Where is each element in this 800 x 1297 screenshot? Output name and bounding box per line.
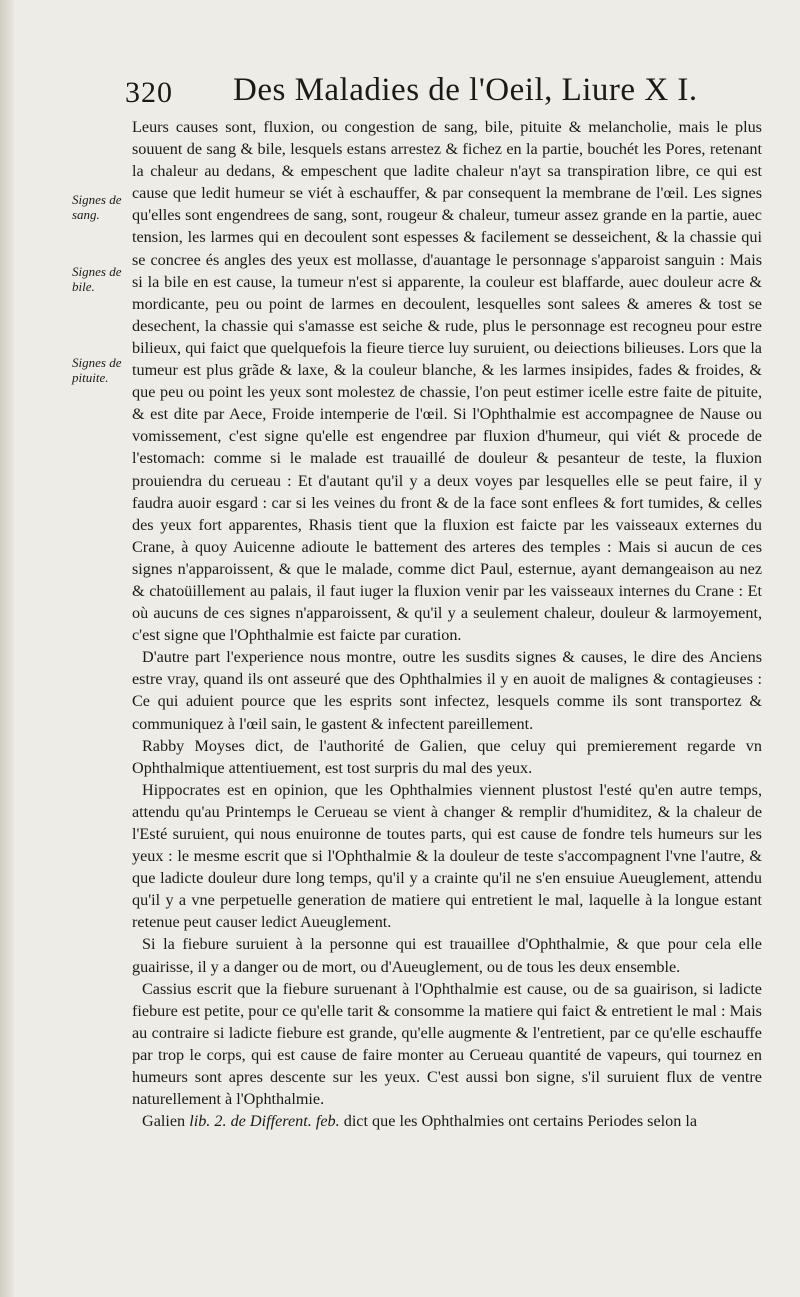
paragraph-rabby-moyses: Rabby Moyses dict, de l'authorité de Galien, que celuy qui premierement regarde vn Ophthalmique attentiuement, est tost surpris du mal des yeux.: [132, 736, 762, 777]
paragraph-galien: [132, 1110, 762, 1132]
main-text: [132, 116, 762, 1132]
paragraph-contagion: D'autre part l'experience nous montre, outre les susdits signes & causes, le dire des Anciens estre vray, quand ils ont asseuré que des Ophthalmies il y en auoit de malignes & contagieuses : Ce qui aduient pource que les esprits sont infectez, lesquels comme ils sont transportez & communiquez à l'œil sain, le gastent & infectent pareillement.: [132, 648, 762, 733]
paragraph-hippocrates: Hippocrates est en opinion, que les Ophthalmies viennent plustost l'esté qu'en autre temps, attendu qu'au Printemps le Cerueau se vient à changer & remplir d'humiditez, & la chaleur de l'Esté suruient, qui nous enuironne de toutes parts, qui est cause de fondre tels humeurs sur les yeux : le mesme escrit que si l'Ophthalmie & la douleur de teste s'accompagnent l'vne l'autre, & que ladicte douleur dure long temps, qu'il y a crainte qu'il ne s'en ensuiue Aueuglement, attendu qu'il y a vne perpetuelle generation de matiere qui entretient le mal, laquelle à la longue estant retenue peut causer ledict Aueuglement.: [132, 780, 762, 932]
running-title: Des Maladies de l'Oeil, Liure X I.: [233, 72, 698, 108]
running-head: [125, 70, 745, 110]
paragraph-cassius: Cassius escrit que la fiebure suruenant à l'Ophthalmie est cause, ou de sa guairison, si ladicte fiebure est petite, pour ce qu'elle tarit & consomme la matiere qui faict & entretient le mal : Mais au contraire si ladicte fiebure est grande, qu'elle augmente & l'entretient, par ce qu'elle eschauffe par trop le corps, qui est cause de faire monter au Cerueau quantité de vapeurs, qui tournez en humeurs sont apres descente sur les yeux. C'est aussi bon signe, s'il suruient flux de ventre naturellement à l'Ophthalmie.: [132, 979, 762, 1109]
galien-citation: lib. 2. de Different. feb.: [189, 1112, 340, 1131]
page-edge: [0, 0, 14, 1297]
galien-start: Galien: [142, 1112, 190, 1131]
margin-note-bile: Signes de bile.: [72, 264, 122, 294]
galien-end: dict que les Ophthalmies ont certains Periodes selon la: [339, 1112, 698, 1131]
margin-note-sang: Signes de sang.: [72, 192, 122, 222]
margin-note-pituite: Signes de pituite.: [72, 355, 122, 385]
paragraph-causes: Leurs causes sont, fluxion, ou congestion de sang, bile, pituite & melancholie, mais le plus souuent de sang & bile, lesquels estans arrestez & fichez en la partie, bouchét les Pores, retenant la chaleur au dedans, & empeschent que ladite chaleur n'ayt sa transpiration libre, ce qui est cause que ledit humeur se viét à eschauffer, & par consequent la membrane de l'œil. Les signes qu'elles sont engendrees de sang, sont, rougeur & chaleur, tumeur assez grande en la partie, auec tension, les larmes qui en decoulent sont espesses & facilement se desseichent, & la chassie qui se concree és angles des yeux est mollasse, d'auantage le personnage s'apparoist sanguin : Mais si la bile en est cause, la tumeur n'est si apparente, la couleur est blaffarde, auec douleur acre & mordicante, peu ou point de larmes en decoulent, lesquelles sont salees & ameres & tost se desechent, la chassie qui s'amasse est seiche & rude, plus le personnage est recogneu pour estre bilieux, qui faict que quelquefois la fieure tierce luy suruient, ou deiections bilieuses. Lors que la tumeur est plus grãde & laxe, & la couleur blanche, & les larmes insipides, fades & froides, & que peu ou point les yeux sont molestez de chassie, l'on peut estimer icelle estre faite de pituite, & est dite par Aece, Froide intemperie de l'œil. Si l'Ophthalmie est accompagnee de Nause ou vomissement, c'est signe qu'elle est engendree par fluxion d'humeur, qui viét & procede de l'estomach: comme si le malade est trauaillé de douleur & pesanteur de teste, la fluxion prouiendra du cerueau : Et d'autant qu'il y a deux voyes par lesquelles elle se peut faire, il y faudra auoir esgard : car si les veines du front & de la face sont enflees & fort tumides, & celles des yeux fort apparentes, Rhasis tient que la fluxion est faicte par les vaisseaux externes du Crane, à quoy Auicenne adioute le battement des arteres des temples : Mais si aucun de ces signes n'apparoissent, & que le malade, comme dict Paul, esternue, ayant demangeaison au nez & chatoüillement au palais, il faut iuger la fluxion venir par les vaisseaux internes du Crane : Et où aucuns de ces signes n'apparoissent, & qu'il y a seulement chaleur, douleur & larmoyement, c'est signe que l'Ophthalmie est faicte par curation.: [132, 118, 762, 645]
page-number: 320: [125, 76, 173, 109]
paragraph-fiebure: Si la fiebure suruient à la personne qui est trauaillee d'Ophthalmie, & que pour cela elle guairisse, il y a danger ou de mort, ou d'Aueuglement, ou de tous les deux ensemble.: [132, 935, 762, 976]
